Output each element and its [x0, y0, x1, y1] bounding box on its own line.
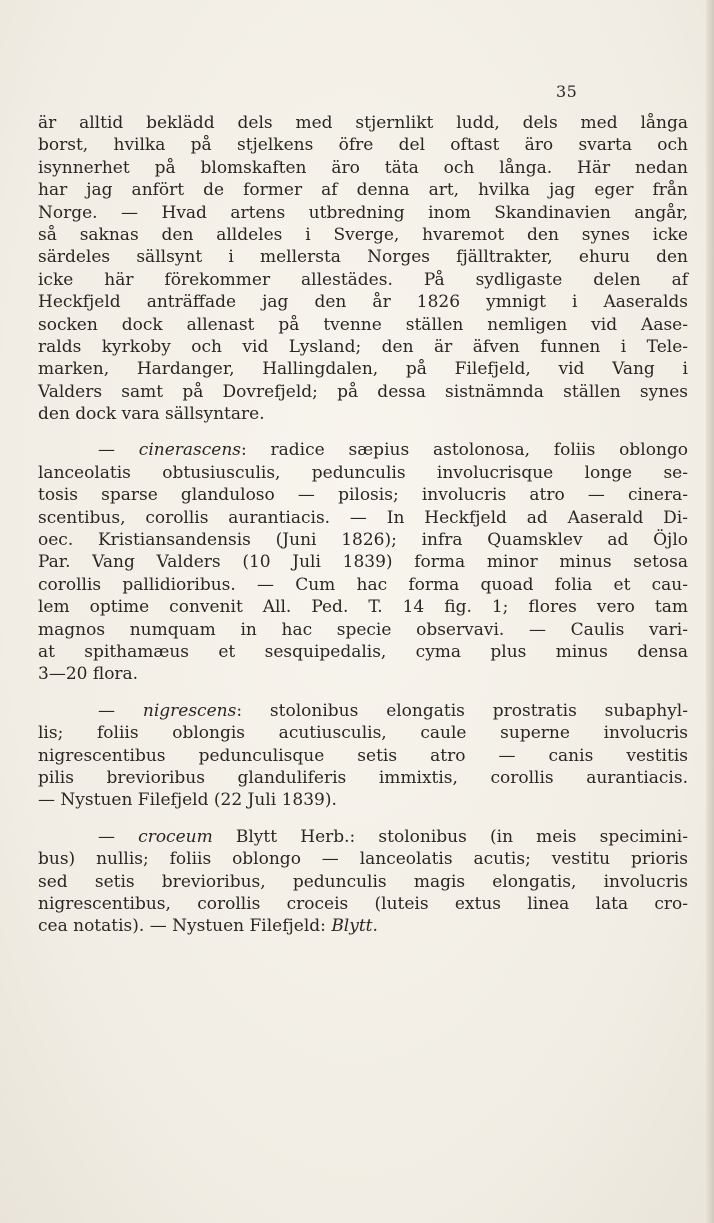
text-line: Norge. — Hvad artens utbredning inom Skandinavien angår, — [38, 202, 688, 223]
text-line: tosis sparse glanduloso — pilosis; involucris atro — cinera- — [38, 485, 688, 506]
text-line: bus) nullis; foliis oblongo — lanceolatis acutis; vestitu prioris — [38, 849, 688, 870]
text-line: Heckfjeld anträffade jag den år 1826 ymnigt i Aaseralds — [38, 292, 688, 313]
text-line: — Nystuen Filefjeld (22 Juli 1839). — [38, 790, 337, 811]
text-line: borst, hvilka på stjelkens öfre del oftast äro svarta och — [38, 135, 688, 156]
text-line: särdeles sällsynt i mellersta Norges fjälltrakter, ehuru den — [38, 247, 688, 268]
author-name: Blytt. — [331, 916, 378, 937]
text-line: cea notatis). — Nystuen Filefjeld: Blytt. — [38, 916, 378, 937]
text-line: marken, Hardanger, Hallingdalen, på Filefjeld, vid Vang i — [38, 359, 688, 380]
text-line: magnos numquam in hac specie observavi. — Caulis vari- — [38, 619, 688, 640]
page-edge — [706, 0, 714, 1223]
text-line: at spithamæus et sesquipedalis, cyma plus minus densa — [38, 641, 688, 662]
paragraph-nigrescens — [38, 700, 688, 812]
text-line: sed setis brevioribus, pedunculis magis elongatis, involucris — [38, 871, 688, 892]
text-line: — nigrescens: stolonibus elongatis prostratis subaphyl- — [98, 700, 688, 721]
text-line: Par. Vang Valders (10 Juli 1839) forma minor minus setosa — [38, 552, 688, 573]
text-line: 3—20 flora. — [38, 664, 139, 685]
text-line: corollis pallidioribus. — Cum hac forma quoad folia et cau- — [38, 574, 688, 595]
text-line: icke här förekommer allestädes. På sydligaste delen af — [38, 269, 688, 290]
text-line: den dock vara sällsyntare. — [38, 404, 265, 425]
text-line: nigrescentibus pedunculisque setis atro — canis vestitis — [38, 745, 688, 766]
body-text — [38, 112, 688, 938]
page-number: 35 — [556, 82, 578, 101]
text-line: ralds kyrkoby och vid Lysland; den är äfven funnen i Tele- — [38, 336, 688, 357]
text-line: är alltid beklädd dels med stjernlikt ludd, dels med långa — [38, 113, 688, 133]
text-line: har jag anfört de former af denna art, hvilka jag eger från — [38, 180, 688, 201]
text-line: oec. Kristiansandensis (Juni 1826); infra Quamsklev ad Öjlo — [38, 530, 688, 551]
paragraph-croceum — [38, 826, 688, 938]
variety-name: cinerascens — [138, 440, 242, 461]
text-line: — croceum Blytt Herb.: stolonibus (in meis specimini- — [98, 826, 688, 847]
text-line: pilis brevioribus glanduliferis immixtis, corollis aurantiacis. — [38, 767, 688, 788]
text-line: lem optime convenit All. Ped. T. 14 fig. 1; flores vero tam — [38, 597, 688, 618]
text-line: isynnerhet på blomskaften äro täta och långa. Här nedan — [38, 157, 688, 178]
variety-name: nigrescens — [142, 700, 237, 721]
text-line: — cinerascens: radice sæpius astolonosa, foliis oblongo — [98, 440, 688, 461]
variety-name: croceum — [138, 826, 213, 847]
paragraph-description — [38, 112, 688, 425]
text-line: Valders samt på Dovrefjeld; på dessa sistnämnda ställen synes — [38, 381, 688, 402]
text-line: socken dock allenast på tvenne ställen nemligen vid Aase- — [38, 314, 688, 335]
text-line: nigrescentibus, corollis croceis (luteis extus linea lata cro- — [38, 893, 688, 914]
text-line: lis; foliis oblongis acutiusculis, caule superne involucris — [38, 723, 688, 744]
text-line: lanceolatis obtusiusculis, pedunculis involucrisque longe se- — [38, 462, 688, 483]
text-line: så saknas den alldeles i Sverge, hvaremot den synes icke — [38, 224, 688, 245]
text-line: scentibus, corollis aurantiacis. — In Heckfjeld ad Aaserald Di- — [38, 507, 688, 528]
paragraph-cinerascens — [38, 439, 688, 685]
